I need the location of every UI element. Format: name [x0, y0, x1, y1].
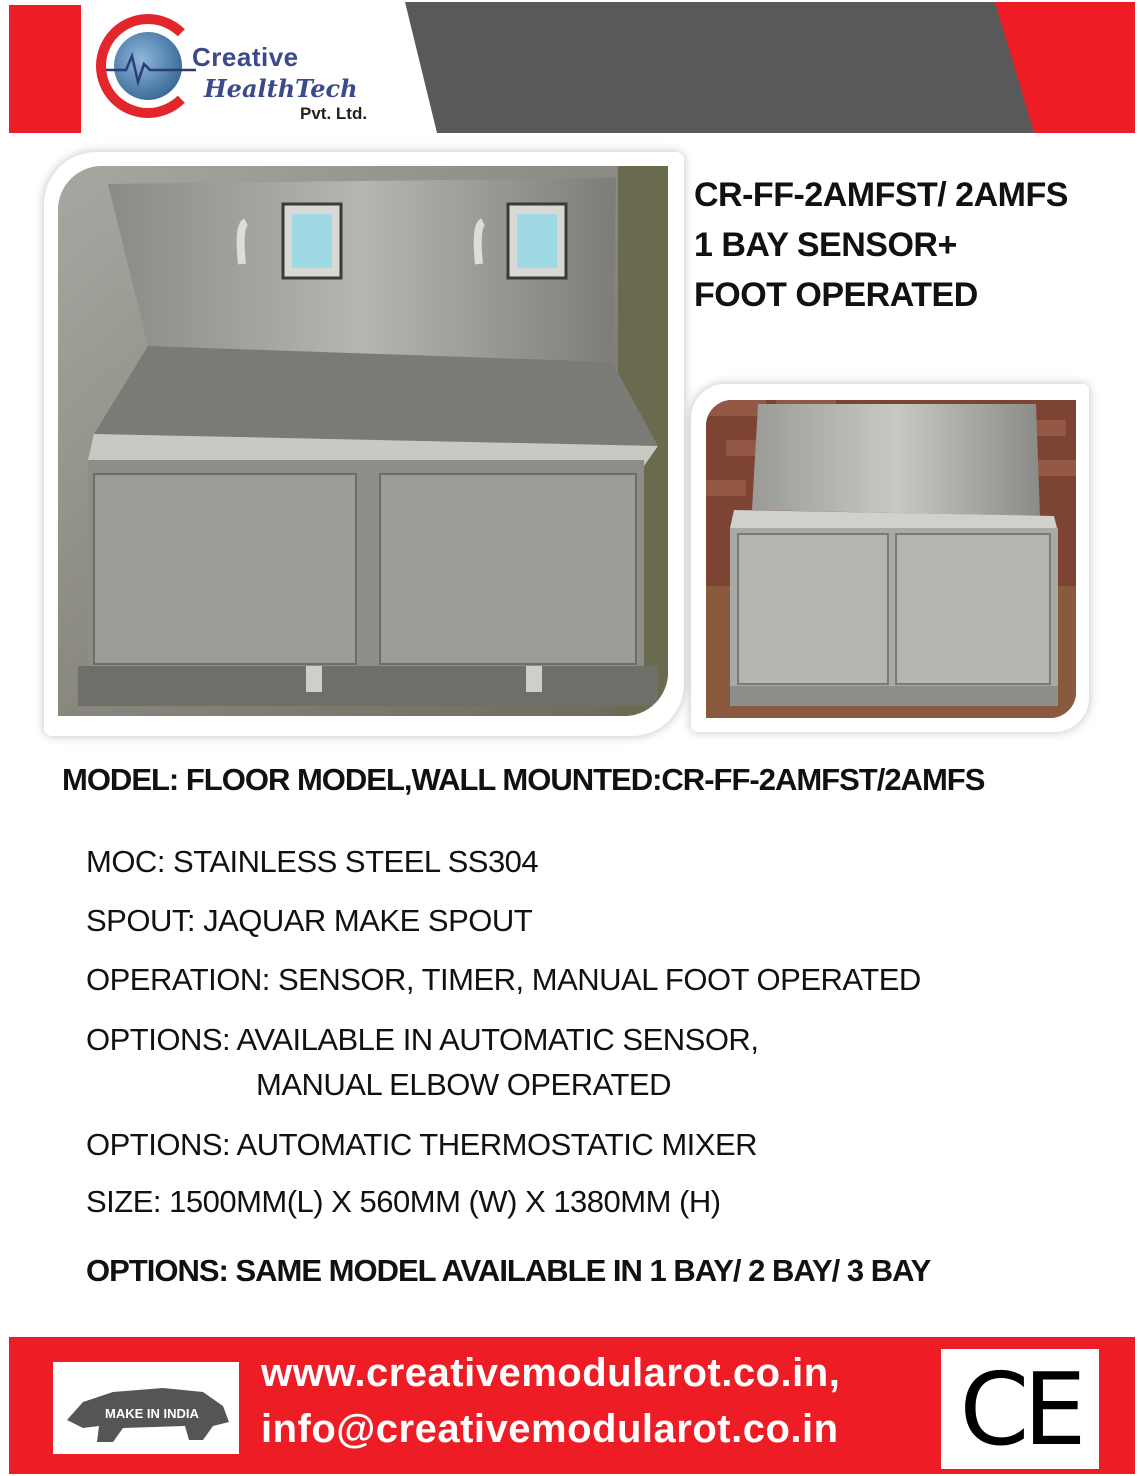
spec-options-sensor: OPTIONS: AVAILABLE IN AUTOMATIC SENSOR,	[86, 1022, 759, 1057]
spec-options-elbow: MANUAL ELBOW OPERATED	[256, 1067, 671, 1102]
footer-email[interactable]: info@creativemodularot.co.in	[261, 1407, 839, 1451]
header-gray-banner	[405, 2, 1045, 133]
ce-mark-box	[941, 1349, 1099, 1469]
spec-options-mixer: OPTIONS: AUTOMATIC THERMOSTATIC MIXER	[86, 1127, 758, 1162]
logo-text-pvt-ltd: Pvt. Ltd.	[300, 104, 368, 123]
make-in-india-text: MAKE IN INDIA	[105, 1406, 199, 1421]
product-title-line-1: CR-FF-2AMFST/ 2AMFS	[694, 176, 1068, 214]
product-title-line-2: 1 BAY SENSOR+	[694, 226, 957, 264]
logo-text-creative: Creative	[192, 42, 299, 72]
make-in-india-logo	[53, 1362, 239, 1454]
spec-options-bay: OPTIONS: SAME MODEL AVAILABLE IN 1 BAY/ 2 BAY/ 3 BAY	[86, 1253, 931, 1288]
ce-mark-icon: CE	[959, 1351, 1081, 1468]
model-line: MODEL: FLOOR MODEL,WALL MOUNTED:CR-FF-2AMFST/2AMFS	[62, 762, 985, 797]
header-red-block-left	[9, 5, 81, 133]
scrub-sink-illustration	[58, 166, 668, 716]
main-product-photo	[58, 166, 668, 716]
logo-text-healthtech: HealthTech	[204, 74, 358, 103]
spec-operation: OPERATION: SENSOR, TIMER, MANUAL FOOT OPERATED	[86, 962, 921, 997]
lion-icon	[53, 1362, 239, 1454]
spec-size: SIZE: 1500MM(L) X 560MM (W) X 1380MM (H)	[86, 1184, 721, 1219]
product-title-line-3: FOOT OPERATED	[694, 276, 978, 314]
product-title	[694, 170, 1114, 320]
scrub-sink-brick-illustration	[706, 400, 1076, 718]
company-logo	[92, 8, 412, 128]
footer-banner	[9, 1337, 1135, 1474]
footer-website[interactable]: www.creativemodularot.co.in,	[261, 1351, 841, 1395]
heartbeat-icon	[106, 48, 196, 88]
spec-spout: SPOUT: JAQUAR MAKE SPOUT	[86, 903, 533, 938]
secondary-product-photo	[706, 400, 1076, 718]
spec-moc: MOC: STAINLESS STEEL SS304	[86, 844, 539, 879]
